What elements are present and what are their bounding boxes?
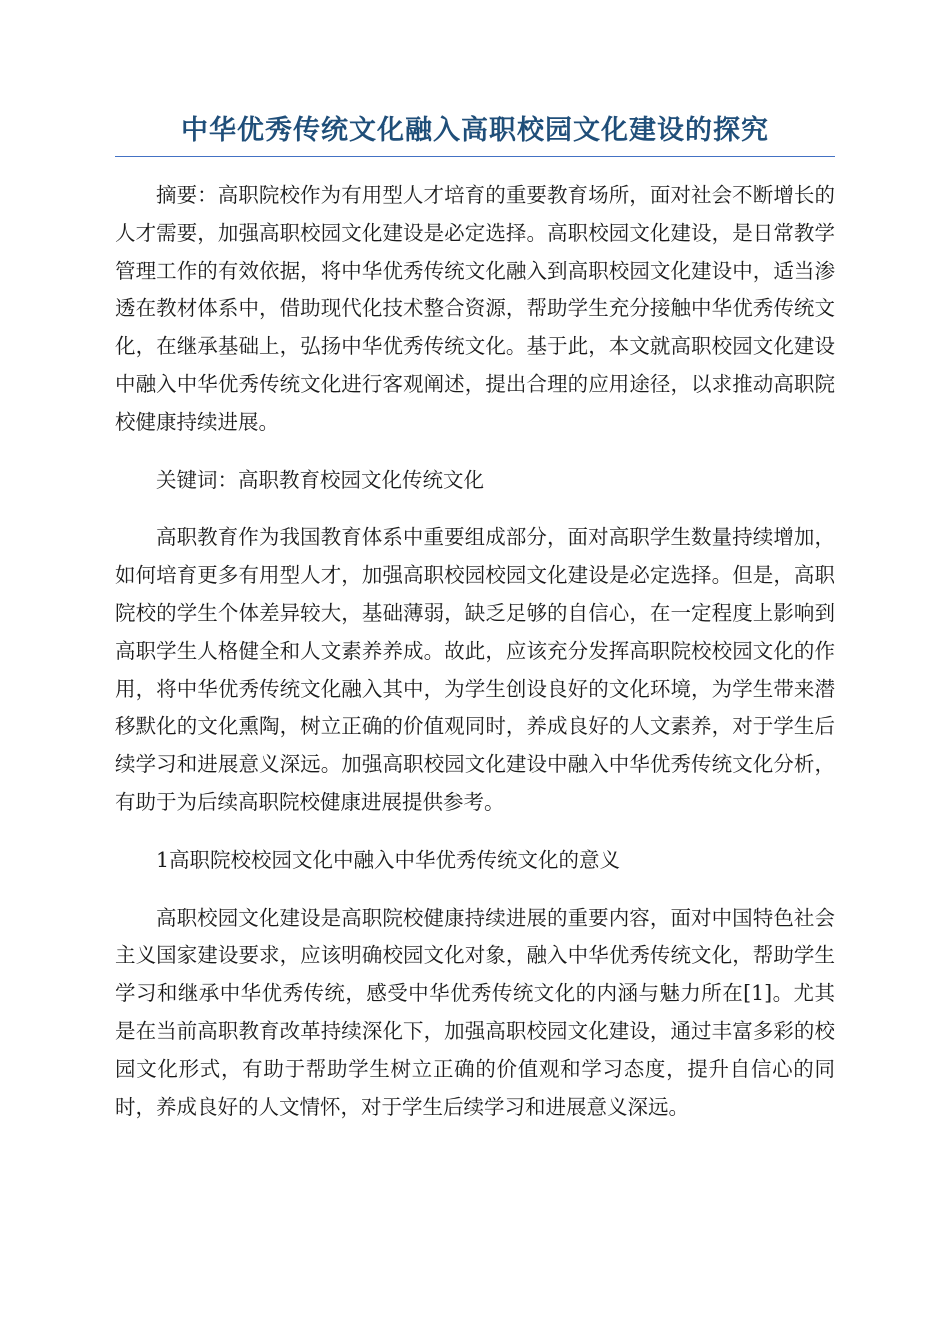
abstract-paragraph: 摘要：高职院校作为有用型人才培育的重要教育场所，面对社会不断增长的人才需要，加强高职校园文化建设是必定选择。高职校园文化建设，是日常教学管理工作的有效依据，将中华优秀传统文化融入到高职校园文化建设中，适当渗透在教材体系中，借助现代化技术整合资源，帮助学生充分接触中华优秀传统文化，在继承基础上，弘扬中华优秀传统文化。基于此，本文就高职校园文化建设中融入中华优秀传统文化进行客观阐述，提出合理的应用途径，以求推动高职院校健康持续进展。 <box>115 183 835 434</box>
document-title: 中华优秀传统文化融入高职校园文化建设的探究 <box>115 112 835 157</box>
keywords-paragraph: 关键词：高职教育校园文化传统文化 <box>156 467 484 492</box>
intro-paragraph: 高职教育作为我国教育体系中重要组成部分，面对高职学生数量持续增加，如何培育更多有用型人才，加强高职校园校园文化建设是必定选择。但是，高职院校的学生个体差异较大，基础薄弱，缺乏足够的自信心，在一定程度上影响到高职学生人格健全和人文素养养成。故此，应该充分发挥高职院校校园文化的作用，将中华优秀传统文化融入其中，为学生创设良好的文化环境，为学生带来潜移默化的文化熏陶，树立正确的价值观同时，养成良好的人文素养，对于学生后续学习和进展意义深远。加强高职校园文化建设中融入中华优秀传统文化分析，有助于为后续高职院校健康进展提供参考。 <box>115 525 835 814</box>
document-body <box>115 177 835 1126</box>
section-heading: 1高职院校校园文化中融入中华优秀传统文化的意义 <box>156 847 621 872</box>
document-page <box>115 112 835 1146</box>
section-paragraph: 高职校园文化建设是高职院校健康持续进展的重要内容，面对中国特色社会主义国家建设要求，应该明确校园文化对象，融入中华优秀传统文化，帮助学生学习和继承中华优秀传统，感受中华优秀传统文化的内涵与魅力所在[1]。尤其是在当前高职教育改革持续深化下，加强高职校园文化建设，通过丰富多彩的校园文化形式，有助于帮助学生树立正确的价值观和学习态度，提升自信心的同时，养成良好的人文情怀，对于学生后续学习和进展意义深远。 <box>115 905 835 1119</box>
